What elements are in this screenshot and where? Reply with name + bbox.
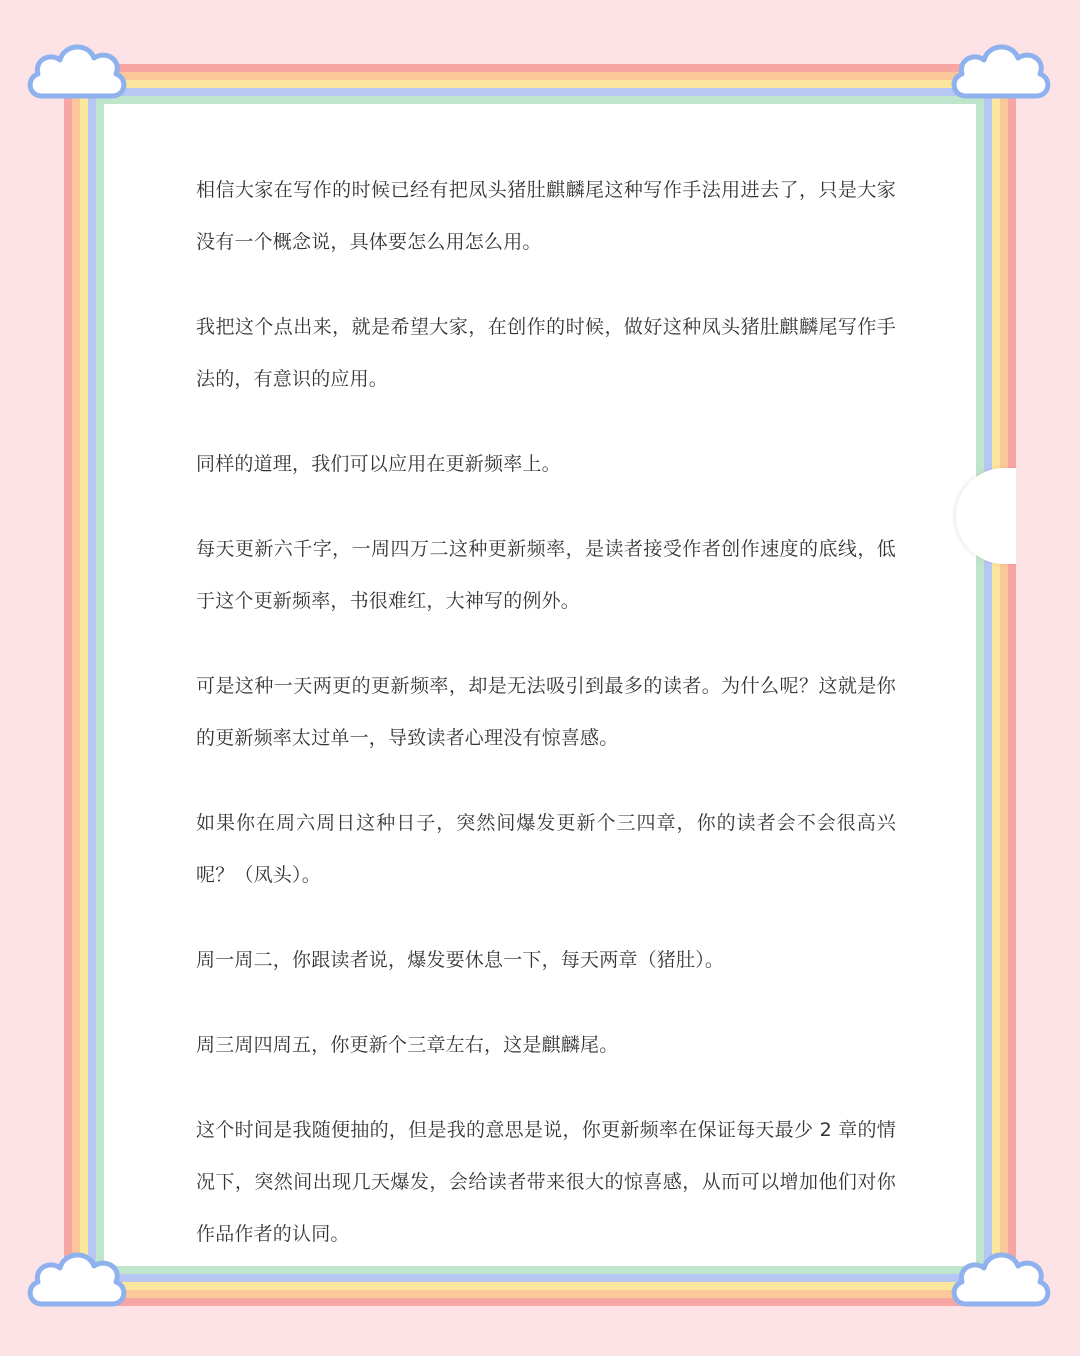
paragraph: 如果你在周六周日这种日子，突然间爆发更新个三四章，你的读者会不会很高兴呢？（凤头）。 [196, 812, 896, 886]
cloud-icon [946, 34, 1056, 114]
article-body [196, 164, 896, 1293]
paragraph: 每天更新六千字，一周四万二这种更新频率，是读者接受作者创作速度的底线，低于这个更新频率，书很难红，大神写的例外。 [196, 538, 896, 612]
paragraph: 周一周二，你跟读者说，爆发要休息一下，每天两章（猪肚）。 [196, 949, 725, 971]
cloud-icon [22, 34, 132, 114]
paragraph: 我把这个点出来，就是希望大家，在创作的时候，做好这种凤头猪肚麒麟尾写作手法的，有意识的应用。 [196, 316, 896, 390]
paragraph: 同样的道理，我们可以应用在更新频率上。 [196, 453, 561, 475]
paragraph: 相信大家在写作的时候已经有把凤头猪肚麒麟尾这种写作手法用进去了，只是大家没有一个概念说，具体要怎么用怎么用。 [196, 179, 896, 253]
cloud-icon [22, 1242, 132, 1322]
paragraph: 这个时间是我随便抽的，但是我的意思是说，你更新频率在保证每天最少 2 章的情况下，突然间出现几天爆发，会给读者带来很大的惊喜感，从而可以增加他们对你作品作者的认同。 [196, 1119, 896, 1245]
paragraph: 周三周四周五，你更新个三章左右，这是麒麟尾。 [196, 1034, 619, 1056]
paragraph: 可是这种一天两更的更新频率，却是无法吸引到最多的读者。为什么呢？这就是你的更新频率太过单一，导致读者心理没有惊喜感。 [196, 675, 896, 749]
cloud-icon [946, 1242, 1056, 1322]
